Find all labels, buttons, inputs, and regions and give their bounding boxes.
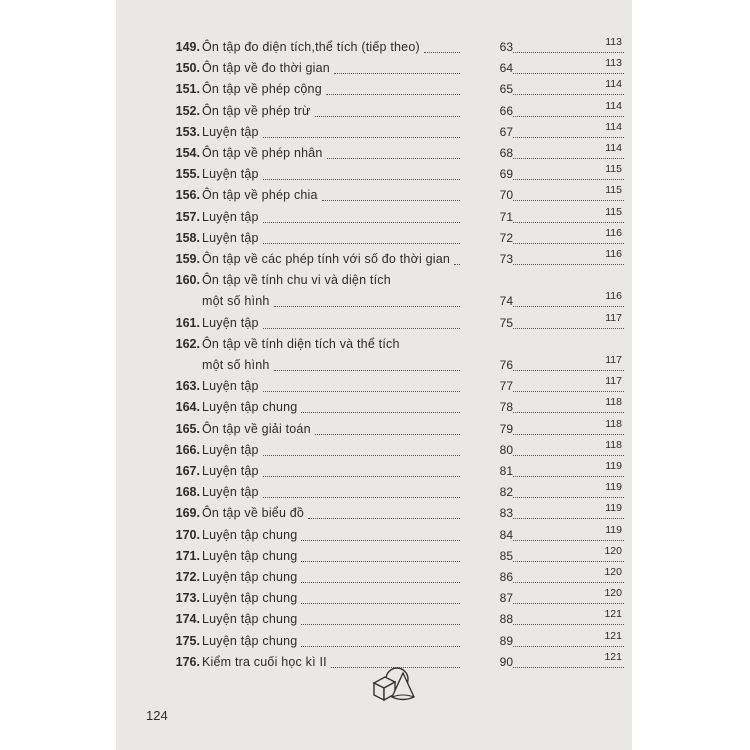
- book-page-ref: 74: [461, 291, 513, 311]
- book-page-ref: 75: [461, 313, 513, 333]
- entry-title: Luyện tập: [202, 209, 259, 224]
- book-page-ref: 78: [461, 397, 513, 417]
- entry-title: Luyện tập chung: [202, 570, 298, 584]
- entry-number: 170.: [175, 527, 200, 542]
- entry-number: 166.: [175, 442, 200, 457]
- entry-title: Ôn tập về phép chia: [202, 188, 318, 203]
- book-page-ref: 81: [461, 461, 513, 481]
- toc-entry-line: [116, 482, 632, 502]
- book-page-ref: 63: [461, 37, 513, 57]
- dot-leader: [496, 582, 624, 583]
- page-ref: 113: [586, 56, 622, 70]
- entry-number: 172.: [175, 570, 200, 584]
- entry-title: Luyện tập chung: [202, 591, 298, 606]
- book-page-ref: 64: [461, 58, 513, 78]
- book-page-ref: 79: [461, 419, 513, 439]
- entry-title: Luyện tập: [202, 485, 259, 500]
- book-page-ref: 73: [461, 249, 513, 269]
- entry-title: Luyện tập chung: [202, 548, 298, 563]
- dot-leader: [496, 667, 624, 668]
- entry-title: Luyện tập: [202, 230, 259, 245]
- book-page-ref: 68: [461, 143, 513, 163]
- page-ref: 114: [586, 99, 622, 113]
- toc-entry-line: [116, 397, 632, 417]
- entry-number: 157.: [175, 209, 200, 224]
- entry-number: 159.: [175, 252, 200, 266]
- dot-leader: [496, 243, 624, 244]
- entry-title: Luyện tập: [202, 315, 259, 330]
- page-ref: 119: [586, 523, 622, 537]
- toc-entry-line: [116, 376, 632, 396]
- entry-number: 153.: [175, 124, 200, 139]
- entry-title: Luyện tập chung: [202, 400, 298, 415]
- page-ref: 118: [586, 438, 622, 452]
- entry-title: Kiểm tra cuối học kì II: [202, 654, 327, 669]
- toc-entry-line: [116, 461, 632, 481]
- entry-title-continued: một số hình: [202, 357, 270, 372]
- entry-number: 149.: [175, 40, 200, 54]
- toc-entry-line: [116, 270, 632, 290]
- toc-entry-line: [116, 503, 632, 523]
- book-page-ref: 72: [461, 228, 513, 248]
- book-page-ref: 86: [461, 567, 513, 587]
- toc-entry-line: [116, 567, 632, 587]
- book-page-ref: 83: [461, 503, 513, 523]
- page-number: 124: [146, 708, 168, 723]
- entry-title: Ôn tập về các phép tính với số đo thời gian: [202, 252, 451, 266]
- book-page-ref: 70: [461, 185, 513, 205]
- book-page-ref: 77: [461, 376, 513, 396]
- page-ref: 120: [586, 565, 622, 579]
- dot-leader: [496, 476, 624, 477]
- page-ref: 120: [586, 586, 622, 600]
- entry-title: Luyện tập chung: [202, 612, 298, 627]
- dot-leader: [496, 540, 624, 541]
- page-ref: 114: [586, 77, 622, 91]
- toc-entry-line: [116, 313, 632, 333]
- entry-number: 155.: [175, 167, 200, 182]
- dot-leader: [496, 179, 624, 180]
- entry-number: 169.: [175, 506, 200, 521]
- dot-leader: [496, 73, 624, 74]
- entry-title: Luyện tập chung: [202, 527, 298, 542]
- page-ref: 121: [586, 629, 622, 643]
- entry-number: 174.: [175, 612, 200, 627]
- toc-entry-line: [116, 101, 632, 121]
- dot-leader: [496, 412, 624, 413]
- book-page-ref: 65: [461, 79, 513, 99]
- page-ref: 121: [586, 650, 622, 664]
- entry-number: 171.: [175, 548, 200, 563]
- dot-leader: [496, 158, 624, 159]
- entry-number: 162.: [175, 336, 200, 351]
- page-ref: 121: [586, 607, 622, 621]
- entry-number: 167.: [175, 464, 200, 478]
- toc-entry-line: [116, 291, 632, 311]
- entry-title: Ôn tập đo diện tích,thể tích (tiếp theo): [202, 40, 420, 54]
- dot-leader: [496, 370, 624, 371]
- entry-number: 175.: [175, 633, 200, 648]
- entry-title: Ôn tập về phép nhân: [202, 146, 323, 160]
- entry-title: Ôn tập về tính chu vi và diện tích: [202, 273, 391, 288]
- book-page-ref: 82: [461, 482, 513, 502]
- toc-entry-line: [116, 249, 632, 269]
- dot-leader: [496, 391, 624, 392]
- book-page-ref: 76: [461, 355, 513, 375]
- page-ref: 115: [586, 183, 622, 197]
- entry-title: Ôn tập về đo thời gian: [202, 61, 330, 76]
- book-page-ref: 80: [461, 440, 513, 460]
- toc-entry-line: [116, 525, 632, 545]
- dot-leader: [496, 434, 624, 435]
- toc-entry-line: [116, 440, 632, 460]
- dot-leader: [496, 306, 624, 307]
- page-ref: 116: [586, 226, 622, 240]
- book-page-ref: 87: [461, 588, 513, 608]
- page-ref: 116: [586, 247, 622, 261]
- toc-entry-line: [116, 355, 632, 375]
- toc-entry-line: [116, 164, 632, 184]
- book-page-ref: 69: [461, 164, 513, 184]
- page-ref: 117: [586, 374, 622, 388]
- entry-number: 158.: [175, 230, 200, 245]
- toc-entry-line: [116, 334, 632, 354]
- dot-leader: [496, 497, 624, 498]
- entry-number: 150.: [175, 61, 200, 76]
- toc-entry-line: [116, 122, 632, 142]
- page-ref: 114: [586, 141, 622, 155]
- entry-number: 156.: [175, 188, 200, 203]
- entry-title: Luyện tập: [202, 379, 259, 394]
- toc-entry-line: [116, 143, 632, 163]
- dot-leader: [496, 603, 624, 604]
- entry-number: 164.: [175, 400, 200, 415]
- page-ref: 114: [586, 120, 622, 134]
- book-page-ref: 84: [461, 525, 513, 545]
- book-page-ref: 85: [461, 546, 513, 566]
- entry-number: 168.: [175, 485, 200, 500]
- entry-number: 160.: [175, 273, 200, 288]
- page-ref: 117: [586, 311, 622, 325]
- page-ref: 120: [586, 544, 622, 558]
- dot-leader: [496, 52, 624, 53]
- dot-leader: [496, 624, 624, 625]
- page-ref: 115: [586, 162, 622, 176]
- entry-title-continued: một số hình: [202, 294, 270, 309]
- geometric-shapes-icon: [370, 663, 416, 703]
- entry-number: 161.: [175, 315, 200, 330]
- book-page-ref: 67: [461, 122, 513, 142]
- toc-entry-line: [116, 631, 632, 651]
- page-ref: 118: [586, 395, 622, 409]
- page-ref: 113: [586, 35, 622, 49]
- page-ref: 117: [586, 353, 622, 367]
- page-ref: 115: [586, 205, 622, 219]
- toc-entry-line: [116, 79, 632, 99]
- entry-title: Ôn tập về phép cộng: [202, 82, 322, 97]
- page-ref: 119: [586, 480, 622, 494]
- book-page-ref: 88: [461, 609, 513, 629]
- toc-entry-line: [116, 37, 632, 57]
- entry-title: Ôn tập về phép trừ: [202, 103, 311, 118]
- dot-leader: [496, 328, 624, 329]
- entry-number: 165.: [175, 421, 200, 436]
- book-page: [116, 0, 632, 750]
- page-ref: 119: [586, 459, 622, 473]
- entry-title: Ôn tập về biểu đồ: [202, 506, 305, 521]
- dot-leader: [496, 116, 624, 117]
- toc-entry-line: [116, 609, 632, 629]
- toc-entry-line: [116, 588, 632, 608]
- toc-entry-line: [116, 419, 632, 439]
- page-ref: 119: [586, 501, 622, 515]
- entry-title: Luyện tập: [202, 442, 259, 457]
- book-page-ref: 71: [461, 207, 513, 227]
- toc-entry-line: [116, 58, 632, 78]
- dot-leader: [496, 455, 624, 456]
- entry-title: Luyện tập: [202, 464, 259, 478]
- page-ref: 116: [586, 289, 622, 303]
- toc-entry-line: [116, 546, 632, 566]
- entry-number: 151.: [175, 82, 200, 97]
- entry-title: Ôn tập về giải toán: [202, 421, 311, 436]
- entry-number: 173.: [175, 591, 200, 606]
- entry-title: Ôn tập về tính diện tích và thể tích: [202, 336, 400, 351]
- toc-entry-line: [116, 228, 632, 248]
- book-page-ref: 66: [461, 101, 513, 121]
- entry-title: Luyện tập: [202, 124, 259, 139]
- page-ref: 118: [586, 417, 622, 431]
- toc-entry-line: [116, 185, 632, 205]
- entry-number: 176.: [175, 654, 200, 669]
- dot-leader: [496, 646, 624, 647]
- dot-leader: [496, 561, 624, 562]
- dot-leader: [496, 94, 624, 95]
- book-page-ref: 90: [461, 652, 513, 672]
- entry-number: 163.: [175, 379, 200, 394]
- dot-leader: [496, 264, 624, 265]
- entry-title: Luyện tập: [202, 167, 259, 182]
- book-page-ref: 89: [461, 631, 513, 651]
- toc-entry-line: [116, 207, 632, 227]
- entry-title: Luyện tập chung: [202, 633, 298, 648]
- dot-leader: [496, 222, 624, 223]
- dot-leader: [496, 518, 624, 519]
- dot-leader: [496, 200, 624, 201]
- dot-leader: [496, 137, 624, 138]
- entry-number: 154.: [175, 146, 200, 160]
- entry-number: 152.: [175, 103, 200, 118]
